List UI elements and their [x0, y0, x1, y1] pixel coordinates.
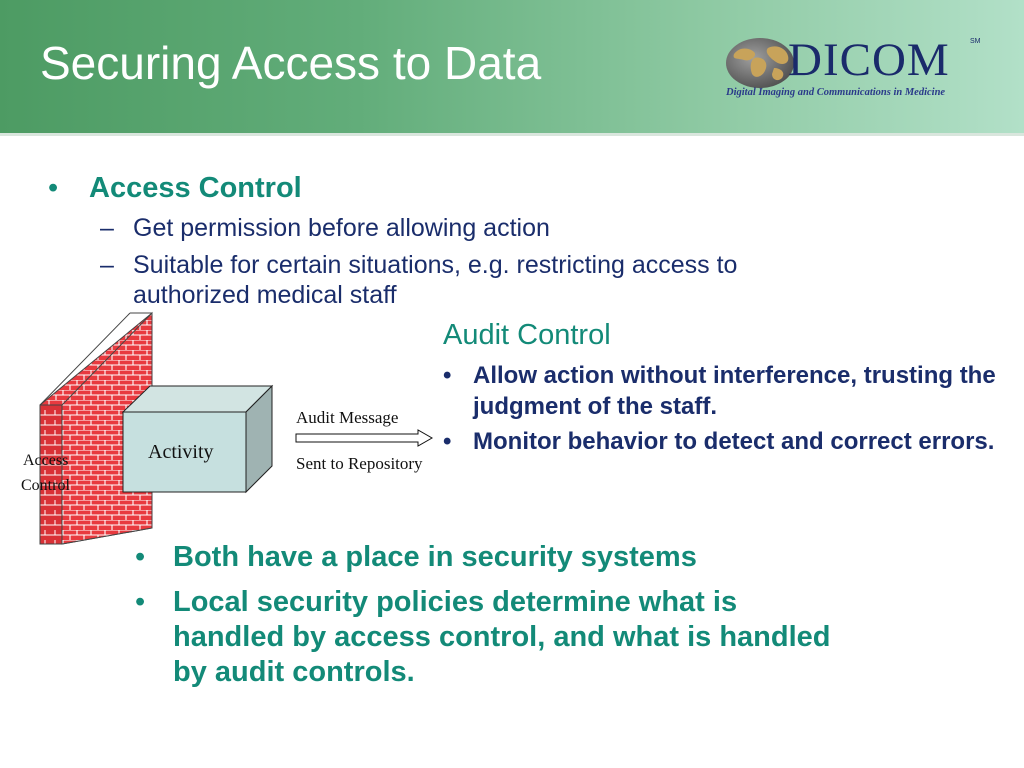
wall-label-control: Control	[21, 477, 70, 494]
logo-wordmark: DICOM	[788, 34, 950, 86]
wall-label-access: Access	[23, 452, 69, 469]
access-control-heading: Access Control	[89, 172, 302, 204]
audit-control-item-text: Monitor behavior to detect and correct errors.	[473, 428, 995, 455]
dash-marker: –	[100, 251, 114, 279]
access-control-item-text: Get permission before allowing action	[133, 214, 550, 242]
summary-item-text: Both have a place in security systems	[173, 541, 697, 573]
audit-arrow	[296, 430, 432, 446]
summary-item-text: Local security policies determine what is handled by access control, and what is handled by audit controls.	[173, 586, 831, 688]
service-mark: SM	[970, 38, 981, 45]
bullet-marker: •	[135, 586, 146, 618]
dash-marker: –	[100, 214, 114, 242]
bullet-marker: •	[135, 541, 146, 573]
slide-title: Securing Access to Data	[40, 37, 542, 89]
dicom-logo	[724, 34, 986, 104]
arrow-label-top: Audit Message	[296, 408, 399, 427]
audit-control-heading: Audit Control	[443, 319, 611, 351]
arrow-label-bottom: Sent to Repository	[296, 454, 423, 473]
activity-label: Activity	[148, 441, 214, 463]
logo-tagline: Digital Imaging and Communications in Medicine	[726, 87, 946, 98]
access-control-item-text: Suitable for certain situations, e.g. restricting access to authorized medical staff	[133, 251, 738, 309]
header-divider	[0, 133, 1024, 136]
bullet-marker: •	[48, 172, 59, 204]
bullet-marker: •	[443, 428, 452, 455]
bullet-marker: •	[443, 362, 452, 389]
activity-box	[123, 386, 272, 492]
globe-icon	[724, 36, 796, 90]
audit-control-item-text: Allow action without interference, trusting the judgment of the staff.	[473, 362, 996, 420]
